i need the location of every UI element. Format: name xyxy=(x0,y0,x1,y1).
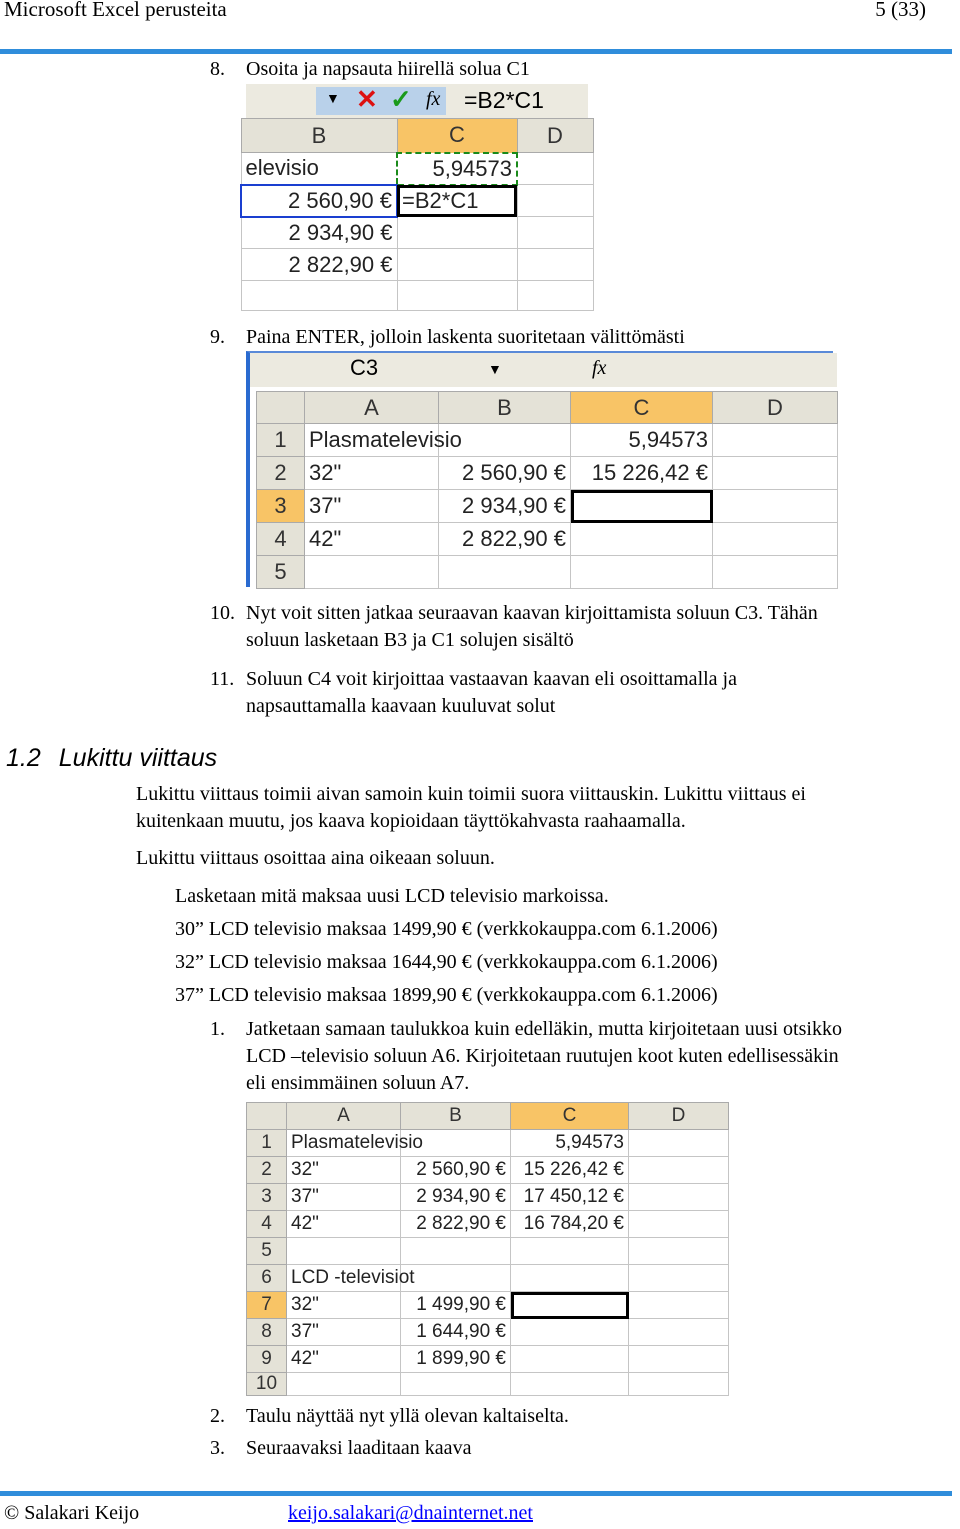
excel-screenshot-result xyxy=(246,351,833,587)
cell[interactable]: 2 934,90 € xyxy=(401,1184,511,1211)
cell[interactable]: 32" xyxy=(287,1292,401,1319)
cell[interactable]: 37" xyxy=(287,1184,401,1211)
step-8: 8. Osoita ja napsauta hiirellä solua C1 xyxy=(210,58,530,80)
row-header[interactable]: 5 xyxy=(257,556,305,589)
section-paragraph-1: Lukittu viittaus toimii aivan samoin kuin toimii suora viittauskin. Lukittu viittaus ei kuitenkaan muutu, jos kaava kopioidaan täyttökahvasta raahaamalla. xyxy=(136,783,806,832)
page-number: 5 (33) xyxy=(875,0,926,21)
cell[interactable] xyxy=(629,1373,729,1396)
cell[interactable] xyxy=(287,1238,401,1265)
step-1: 1. Jatketaan samaan taulukkoa kuin edelläkin, mutta kirjoitetaan uusi otsikko LCD –televisio soluun A6. Kirjoitetaan ruutujen koot kuten edellisessäkin eli ensimmäinen soluun A7. xyxy=(210,1018,842,1094)
cell[interactable] xyxy=(713,523,838,556)
row-header[interactable]: 9 xyxy=(247,1346,287,1373)
cell[interactable] xyxy=(517,185,593,217)
col-header-b[interactable]: B xyxy=(439,392,571,424)
cell[interactable] xyxy=(629,1157,729,1184)
cell[interactable] xyxy=(517,153,593,185)
cell-c1[interactable]: 5,94573 xyxy=(397,153,517,185)
row-header[interactable]: 2 xyxy=(247,1157,287,1184)
cell[interactable] xyxy=(287,1373,401,1396)
cell[interactable] xyxy=(511,1319,629,1346)
cell[interactable] xyxy=(571,556,713,589)
active-cell-c3[interactable] xyxy=(571,490,713,523)
formula-input[interactable]: =B2*C1 xyxy=(464,87,544,113)
section-heading: 1.2 Lukittu viittaus xyxy=(6,744,218,772)
cell[interactable] xyxy=(517,217,593,249)
footer-rule xyxy=(0,1491,952,1496)
col-header-c[interactable]: C xyxy=(511,1103,629,1130)
row-header[interactable]: 4 xyxy=(247,1211,287,1238)
cell[interactable] xyxy=(629,1292,729,1319)
row-header[interactable]: 5 xyxy=(247,1238,287,1265)
cell[interactable]: 32" xyxy=(305,457,439,490)
section-paragraph-3: Lasketaan mitä maksaa uusi LCD televisio markoissa. xyxy=(175,885,609,907)
cell[interactable] xyxy=(629,1211,729,1238)
cell[interactable] xyxy=(511,1346,629,1373)
header-rule xyxy=(0,49,952,54)
cell[interactable] xyxy=(517,249,593,281)
col-header-d[interactable]: D xyxy=(517,119,593,153)
row-header[interactable]: 1 xyxy=(247,1130,287,1157)
cell[interactable]: 2 822,90 € xyxy=(241,249,397,281)
row-header[interactable]: 4 xyxy=(257,523,305,556)
cell[interactable]: 1 899,90 € xyxy=(401,1346,511,1373)
step-10: 10. Nyt voit sitten jatkaa seuraavan kaavan kirjoittamista soluun C3. Tähän soluun lasketaan B3 ja C1 solujen sisältö xyxy=(210,602,818,651)
step-11: 11. Soluun C4 voit kirjoittaa vastaavan kaavan eli osoittamalla ja napsauttamalla kaavaan kuuluvat solut xyxy=(210,668,737,717)
cell[interactable] xyxy=(571,523,713,556)
cell[interactable]: 5,94573 xyxy=(571,424,713,457)
cell[interactable] xyxy=(305,556,439,589)
cell[interactable] xyxy=(713,457,838,490)
cell[interactable] xyxy=(511,1373,629,1396)
cell[interactable] xyxy=(241,281,397,311)
cell[interactable] xyxy=(629,1184,729,1211)
row-header[interactable]: 8 xyxy=(247,1319,287,1346)
cell[interactable] xyxy=(397,217,517,249)
price-line: 37” LCD televisio maksaa 1899,90 € (verkkokauppa.com 6.1.2006) xyxy=(175,984,718,1006)
row-header[interactable]: 3 xyxy=(247,1184,287,1211)
cell[interactable] xyxy=(401,1265,511,1292)
cell[interactable] xyxy=(401,1238,511,1265)
sheet-grid-2 xyxy=(256,391,838,589)
cell[interactable] xyxy=(629,1319,729,1346)
col-header-b[interactable]: B xyxy=(241,119,397,153)
select-all-corner[interactable] xyxy=(247,1103,287,1130)
cell[interactable] xyxy=(629,1265,729,1292)
footer-author: © Salakari Keijo xyxy=(4,1502,140,1524)
cell[interactable] xyxy=(511,1265,629,1292)
footer-email-link[interactable]: keijo.salakari@dnainternet.net xyxy=(288,1502,533,1524)
cell[interactable]: 42" xyxy=(305,523,439,556)
cell[interactable]: 37" xyxy=(287,1319,401,1346)
cell[interactable]: 2 560,90 € xyxy=(401,1157,511,1184)
cell[interactable] xyxy=(629,1130,729,1157)
cell[interactable] xyxy=(397,281,517,311)
dropdown-icon: ▼ xyxy=(326,90,340,106)
cell[interactable]: 1 644,90 € xyxy=(401,1319,511,1346)
cell[interactable]: 42" xyxy=(287,1211,401,1238)
name-box[interactable]: C3 xyxy=(350,355,379,380)
cell[interactable] xyxy=(713,556,838,589)
cell[interactable]: 17 450,12 € xyxy=(511,1184,629,1211)
cell[interactable]: 32" xyxy=(287,1157,401,1184)
cell[interactable] xyxy=(397,249,517,281)
excel-screenshot-formula-entry xyxy=(246,84,588,312)
cell[interactable]: 2 934,90 € xyxy=(241,217,397,249)
cell[interactable]: 15 226,42 € xyxy=(571,457,713,490)
cell[interactable] xyxy=(439,556,571,589)
cell-c2-editing[interactable]: =B2*C1 xyxy=(397,185,517,217)
cell[interactable]: 2 560,90 € xyxy=(439,457,571,490)
col-header-c[interactable]: C xyxy=(397,119,517,153)
enter-check-icon[interactable]: ✓ xyxy=(390,84,412,114)
row-header[interactable]: 6 xyxy=(247,1265,287,1292)
cell[interactable]: 2 822,90 € xyxy=(439,523,571,556)
excel-screenshot-lcd-table xyxy=(246,1102,728,1397)
col-header-b[interactable]: B xyxy=(401,1103,511,1130)
cell[interactable] xyxy=(517,281,593,311)
cell[interactable]: 42" xyxy=(287,1346,401,1373)
active-cell-c7[interactable] xyxy=(511,1292,629,1319)
cell[interactable]: 37" xyxy=(305,490,439,523)
cell[interactable]: Plasmatelevisio xyxy=(287,1130,401,1157)
col-header-a[interactable]: A xyxy=(287,1103,401,1130)
function-icon[interactable]: fx xyxy=(592,357,607,379)
cell[interactable]: 16 784,20 € xyxy=(511,1211,629,1238)
select-all-corner[interactable] xyxy=(257,392,305,424)
section-paragraph-2: Lukittu viittaus osoittaa aina oikeaan soluun. xyxy=(136,847,495,869)
cell[interactable]: Plasmatelevisio xyxy=(305,424,439,457)
col-header-d[interactable]: D xyxy=(629,1103,729,1130)
cell-b2[interactable]: 2 560,90 € xyxy=(241,185,397,217)
sheet-grid-3 xyxy=(246,1102,729,1396)
function-icon[interactable]: fx xyxy=(426,88,441,110)
cell[interactable]: 2 822,90 € xyxy=(401,1211,511,1238)
step-3: 3. Seuraavaksi laaditaan kaava xyxy=(210,1437,472,1459)
cell[interactable] xyxy=(511,1238,629,1265)
document-title: Microsoft Excel perusteita xyxy=(4,0,227,21)
cancel-icon[interactable]: ✕ xyxy=(356,84,378,114)
cell[interactable] xyxy=(629,1346,729,1373)
col-header-d[interactable]: D xyxy=(713,392,838,424)
price-line: 32” LCD televisio maksaa 1644,90 € (verkkokauppa.com 6.1.2006) xyxy=(175,951,718,973)
row-header[interactable]: 2 xyxy=(257,457,305,490)
cell[interactable]: 2 934,90 € xyxy=(439,490,571,523)
cell[interactable] xyxy=(401,1373,511,1396)
step-2: 2. Taulu näyttää nyt yllä olevan kaltaiselta. xyxy=(210,1405,569,1427)
row-header[interactable]: 10 xyxy=(247,1373,287,1396)
cell-a6[interactable]: LCD -televisiot xyxy=(287,1265,401,1292)
row-header[interactable]: 1 xyxy=(257,424,305,457)
cell[interactable] xyxy=(629,1238,729,1265)
row-header[interactable]: 3 xyxy=(257,490,305,523)
cell[interactable]: 1 499,90 € xyxy=(401,1292,511,1319)
cell[interactable]: elevisio xyxy=(241,153,397,185)
sheet-grid-1 xyxy=(240,118,594,311)
cell[interactable] xyxy=(713,490,838,523)
row-header[interactable]: 7 xyxy=(247,1292,287,1319)
step-9: 9. Paina ENTER, jolloin laskenta suoritetaan välittömästi xyxy=(210,326,685,348)
formula-bar xyxy=(246,84,588,118)
col-header-c[interactable]: C xyxy=(571,392,713,424)
col-header-a[interactable]: A xyxy=(305,392,439,424)
price-line: 30” LCD televisio maksaa 1499,90 € (verkkokauppa.com 6.1.2006) xyxy=(175,918,718,940)
cell[interactable]: 5,94573 xyxy=(511,1130,629,1157)
formula-bar xyxy=(250,353,837,387)
cell[interactable]: 15 226,42 € xyxy=(511,1157,629,1184)
cell[interactable] xyxy=(713,424,838,457)
dropdown-icon[interactable]: ▼ xyxy=(488,361,502,377)
